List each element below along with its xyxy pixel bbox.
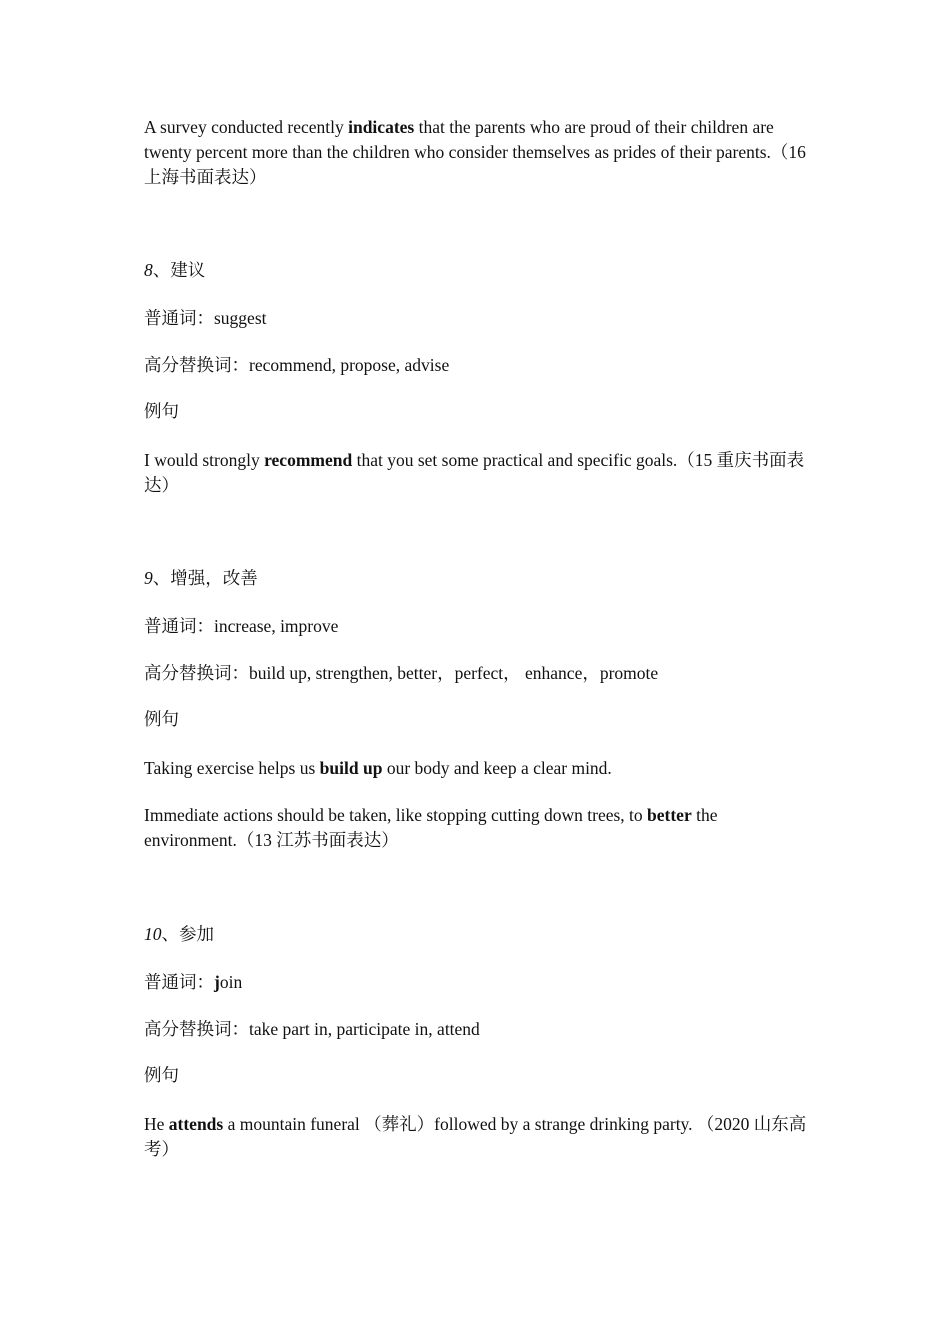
section-9-advanced-words: 高分替换词：build up, strengthen, better，perfect， enhance，promote [144,663,659,683]
section-8-common-word: 普通词：suggest [144,308,267,328]
keyword-bold: attends [168,1114,224,1134]
section-8-advanced-words: 高分替换词：recommend, propose, advise [144,355,450,375]
section-10-common-word [144,970,808,995]
section-title: 、参加 [161,924,214,944]
sentence-text: He [144,1114,169,1134]
section-8-example-label: 例句 [144,401,179,421]
section-9-example-label: 例句 [144,709,179,729]
section-10-advanced-words: 高分替换词：take part in, participate in, attend [144,1019,480,1039]
section-number: 10 [144,924,162,944]
sentence-text: that you set some practical and specific goals.（15 重庆书面表达） [144,450,805,495]
section-10-example-label: 例句 [144,1065,179,1085]
common-word-rest: oin [219,972,243,992]
common-word-label: 普通词： [144,972,214,992]
section-10-heading [144,922,808,947]
section-title: 、建议 [152,260,206,280]
sentence-text: that the parents who are proud of their children are twenty percent more than the children who consider themselves as prides of their parents.（16 上海书面表达） [144,117,806,187]
section-number: 8 [144,260,153,280]
keyword-bold: better [647,805,692,825]
sentence-text: Taking exercise helps us [144,758,320,778]
sentence-text: the environment.（13 江苏书面表达） [144,805,718,850]
section-9-heading [144,566,808,591]
section-9-common-word: 普通词：increase, improve [144,616,339,636]
section-number: 9 [144,568,153,588]
section-10-example-sentence [144,1112,808,1162]
sentence-text: I would strongly [144,450,265,470]
keyword-bold: build up [319,758,383,778]
section-9-example-sentence-1 [144,756,808,781]
keyword-bold: j [214,972,220,992]
section-8-example-sentence [144,448,808,498]
sentence-text: Immediate actions should be taken, like stopping cutting down trees, to [144,805,648,825]
section-9-example-sentence-2 [144,803,808,853]
keyword-bold: recommend [264,450,353,470]
intro-example-sentence [144,115,808,190]
section-title: 、增强，改善 [152,568,258,588]
sentence-text: our body and keep a clear mind. [382,758,612,778]
sentence-text: a mountain funeral （葬礼）followed by a strange drinking party. （2020 山东高考） [144,1114,807,1159]
keyword-bold: indicates [348,117,415,137]
section-8-heading [144,258,808,283]
sentence-text: A survey conducted recently [144,117,349,137]
